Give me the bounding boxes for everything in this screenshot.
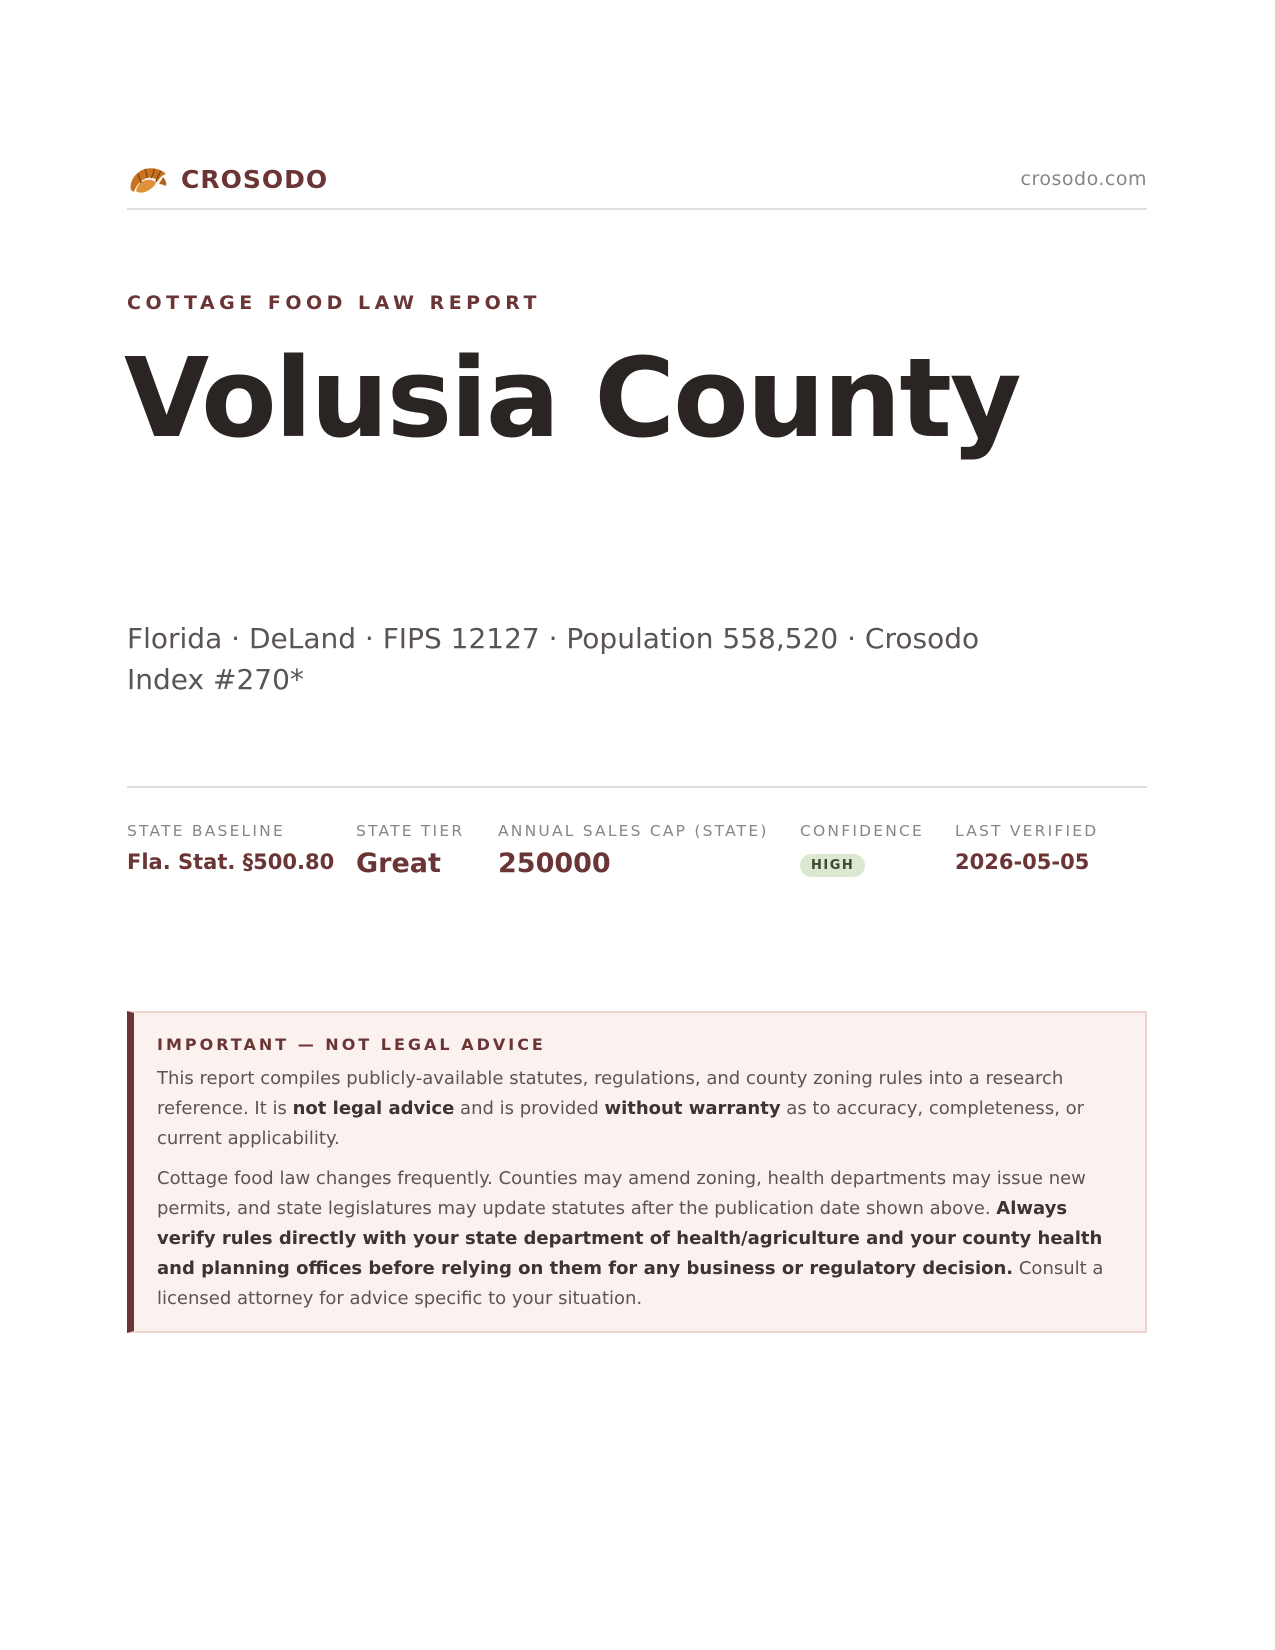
report-page	[124, 0, 1147, 1650]
stat-value: 250000	[498, 848, 611, 879]
stat-confidence	[800, 822, 924, 877]
notice-paragraph-1	[157, 1064, 1119, 1154]
notice-title: IMPORTANT — NOT LEGAL ADVICE	[157, 1035, 546, 1054]
stat-value: Great	[356, 848, 441, 879]
brand	[127, 160, 328, 198]
notice-text: Consult a licensed attorney for advice specific to your situation.	[157, 1258, 1104, 1309]
page-title: Volusia County	[124, 334, 1020, 462]
stat-annual-sales-cap	[498, 822, 769, 879]
report-subtitle: Florida · DeLand · FIPS 12127 · Population 558,520 · Crosodo Index #270*	[127, 622, 980, 696]
stat-label: ANNUAL SALES CAP (STATE)	[498, 822, 769, 840]
report-eyebrow: COTTAGE FOOD LAW REPORT	[127, 292, 541, 314]
legal-notice	[127, 1011, 1147, 1333]
stat-label: CONFIDENCE	[800, 822, 925, 840]
stat-value: Fla. Stat. §500.80	[127, 850, 335, 874]
stat-label: LAST VERIFIED	[955, 822, 1099, 840]
site-url[interactable]: crosodo.com	[1020, 168, 1147, 190]
croissant-icon	[127, 160, 169, 198]
notice-text: and is provided	[454, 1098, 605, 1119]
notice-emphasis: not legal advice	[292, 1098, 455, 1119]
stat-label: STATE TIER	[356, 822, 465, 840]
stat-label: STATE BASELINE	[127, 822, 285, 840]
brand-name: CROSODO	[181, 164, 329, 194]
notice-text: Cottage food law changes frequently. Counties may amend zoning, health departments may issue new permits, and state legislatures may update statutes after the publication date shown above.	[157, 1168, 1086, 1219]
notice-emphasis: Always verify rules directly with your state department of health/agriculture and your county health and planning offices before relying on them for any business or regulatory decision.	[157, 1198, 1103, 1279]
page-header	[127, 158, 1147, 210]
stat-state-tier	[356, 822, 464, 879]
notice-paragraph-2	[157, 1164, 1119, 1314]
notice-emphasis: without warranty	[604, 1098, 781, 1119]
stat-value: 2026-05-05	[955, 850, 1090, 874]
stats-row	[127, 786, 1147, 908]
confidence-badge: HIGH	[800, 854, 865, 877]
stat-state-baseline	[127, 822, 334, 874]
notice-text: This report compiles publicly-available statutes, regulations, and county zoning rules into a research reference. It is	[157, 1068, 1064, 1119]
notice-text: as to accuracy, completeness, or current applicability.	[157, 1098, 1085, 1149]
stat-last-verified	[955, 822, 1098, 874]
